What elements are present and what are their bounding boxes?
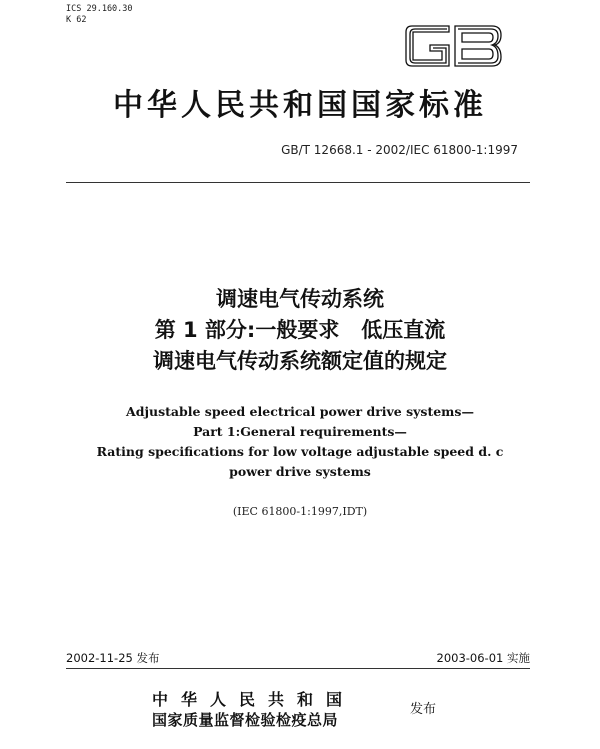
chinese-title-line: 调速电气传动系统额定值的规定 bbox=[153, 349, 447, 373]
ccs-code: K 62 bbox=[66, 15, 87, 25]
issuing-authority bbox=[152, 690, 355, 730]
issuer-agency: 国家质量监督检验检疫总局 bbox=[152, 711, 339, 729]
ics-code: ICS 29.160.30 bbox=[66, 4, 133, 14]
publish-label: 发布 bbox=[410, 702, 437, 717]
chinese-title-line: 调速电气传动系统 bbox=[216, 287, 384, 311]
standard-number: GB/T 12668.1 - 2002/IEC 61800-1:1997 bbox=[281, 143, 518, 157]
standard-type-heading: 中华人民共和国国家标准 bbox=[113, 88, 487, 123]
gb-logo bbox=[402, 20, 506, 72]
implementation-date: 2003-06-01 实施 bbox=[436, 651, 530, 665]
english-title-line: Part 1:General requirements— bbox=[193, 424, 407, 439]
iec-equivalence: (IEC 61800-1:1997,IDT) bbox=[232, 505, 368, 518]
gb-logo-graphic bbox=[402, 20, 506, 72]
english-title-line: power drive systems bbox=[229, 464, 371, 479]
chinese-title bbox=[0, 284, 600, 377]
classification-codes bbox=[66, 4, 133, 26]
issue-date: 2002-11-25 发布 bbox=[66, 651, 160, 665]
english-title-line: Rating specifications for low voltage adjustable speed d. c bbox=[96, 444, 504, 459]
english-title-line: Adjustable speed electrical power drive systems— bbox=[126, 404, 474, 419]
footer-divider bbox=[66, 668, 530, 669]
issuer-country: 中华人民共和国 bbox=[152, 690, 356, 709]
header-divider bbox=[66, 182, 530, 183]
english-title bbox=[0, 402, 600, 482]
chinese-title-line: 第 1 部分:一般要求 低压直流 bbox=[154, 318, 446, 342]
